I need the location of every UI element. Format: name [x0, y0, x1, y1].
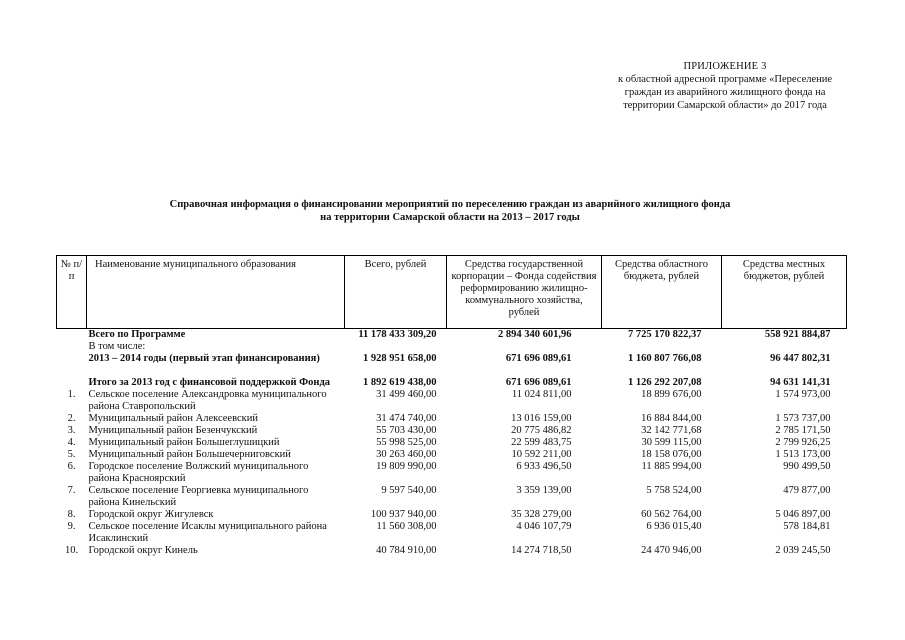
row-total: 31 499 460,00 — [376, 389, 437, 400]
summary-2013-name: Итого за 2013 год с финансовой поддержкой Фонда — [88, 377, 330, 388]
row-local: 578 184,81 — [783, 521, 831, 532]
row-fund: 35 328 279,00 — [511, 509, 572, 520]
summary-total-fund: 2 894 340 601,96 — [498, 329, 572, 340]
including-row — [57, 341, 847, 353]
row-name: Муниципальный район Большечерниговский — [88, 449, 291, 460]
row-name: Муниципальный район Большеглушицкий — [88, 437, 280, 448]
row-local: 1 513 173,00 — [775, 449, 831, 460]
row-local: 2 785 171,50 — [775, 425, 831, 436]
summary-stage1-regional: 1 160 807 766,08 — [628, 353, 702, 364]
row-fund: 10 592 211,00 — [511, 449, 572, 460]
row-num: 5. — [67, 449, 76, 460]
row-num: 8. — [67, 509, 76, 520]
table-row — [57, 545, 847, 557]
appendix-line-1: к областной адресной программе «Переселение — [617, 74, 833, 85]
summary-row-2013 — [57, 377, 847, 389]
table-row — [57, 389, 847, 413]
row-regional: 24 470 946,00 — [641, 545, 702, 556]
row-regional: 6 936 015,40 — [646, 521, 702, 532]
table-row — [57, 509, 847, 521]
summary-2013-regional: 1 126 292 207,08 — [628, 377, 702, 388]
row-local: 990 499,50 — [783, 461, 831, 472]
table-row — [57, 485, 847, 509]
row-total: 55 703 430,00 — [376, 425, 437, 436]
row-fund: 11 024 811,00 — [511, 389, 572, 400]
table-row — [57, 461, 847, 485]
spacer-row — [57, 365, 847, 377]
table-row — [57, 521, 847, 545]
table-header-row — [57, 256, 847, 329]
document-title-line-1: Справочная информация о финансировании мероприятий по переселению граждан из аварийного жилищного фонда — [169, 199, 731, 210]
row-total: 30 263 460,00 — [376, 449, 437, 460]
row-num: 3. — [67, 425, 76, 436]
row-local: 1 573 737,00 — [775, 413, 831, 424]
row-regional: 60 562 764,00 — [641, 509, 702, 520]
row-fund: 22 599 483,75 — [511, 437, 572, 448]
document-title — [130, 198, 770, 224]
appendix-line-2: граждан из аварийного жилищного фонда на — [624, 87, 826, 98]
summary-2013-local: 94 631 141,31 — [770, 377, 831, 388]
header-regional: Средства областного бюджета, рублей — [602, 256, 722, 329]
document-title-line-2: на территории Самарской области на 2013 – 2017 годы — [320, 212, 580, 223]
row-regional: 30 599 115,00 — [641, 437, 702, 448]
row-regional: 18 899 676,00 — [641, 389, 702, 400]
row-name: Муниципальный район Безенчукский — [88, 425, 258, 436]
financing-table — [56, 255, 847, 557]
row-total: 31 474 740,00 — [376, 413, 437, 424]
row-total: 55 998 525,00 — [376, 437, 437, 448]
row-fund: 6 933 496,50 — [516, 461, 572, 472]
row-local: 2 799 926,25 — [775, 437, 831, 448]
row-fund: 20 775 486,82 — [511, 425, 572, 436]
header-total: Всего, рублей — [345, 256, 447, 329]
header-local: Средства местных бюджетов, рублей — [722, 256, 847, 329]
summary-total-regional: 7 725 170 822,37 — [628, 329, 702, 340]
row-regional: 32 142 771,68 — [641, 425, 702, 436]
row-name: Городское поселение Волжский муниципального района Красноярский — [88, 461, 309, 484]
row-regional: 18 158 076,00 — [641, 449, 702, 460]
row-total: 9 597 540,00 — [381, 485, 437, 496]
summary-stage1-total: 1 928 951 658,00 — [363, 353, 437, 364]
header-num: № п/п — [57, 256, 87, 329]
row-num: 6. — [67, 461, 76, 472]
row-num: 7. — [67, 485, 76, 496]
row-fund: 13 016 159,00 — [511, 413, 572, 424]
summary-total-local: 558 921 884,87 — [764, 329, 831, 340]
table-row — [57, 413, 847, 425]
row-regional: 11 885 994,00 — [641, 461, 702, 472]
summary-stage1-name: 2013 – 2014 годы (первый этап финансирования) — [88, 353, 320, 364]
row-num: 9. — [67, 521, 76, 532]
row-fund: 14 274 718,50 — [511, 545, 572, 556]
header-fund: Средства государственной корпорации – Фонда содействия реформированию жилищно-коммунального хозяйства, рублей — [447, 256, 602, 329]
row-local: 5 046 897,00 — [775, 509, 831, 520]
summary-row-stage1 — [57, 353, 847, 365]
table-row — [57, 425, 847, 437]
row-name: Муниципальный район Алексеевский — [88, 413, 258, 424]
row-total: 11 560 308,00 — [376, 521, 437, 532]
appendix-line-3: территории Самарской области» до 2017 года — [623, 100, 827, 111]
appendix-header — [590, 60, 860, 112]
row-num: 4. — [67, 437, 76, 448]
row-total: 40 784 910,00 — [376, 545, 437, 556]
row-total: 19 809 990,00 — [376, 461, 437, 472]
summary-total-total: 11 178 433 309,20 — [358, 329, 437, 340]
row-total: 100 937 940,00 — [370, 509, 437, 520]
table-row — [57, 437, 847, 449]
row-name: Сельское поселение Георгиевка муниципального района Кинельский — [88, 485, 309, 508]
summary-stage1-local: 96 447 802,31 — [770, 353, 831, 364]
row-num: 10. — [64, 545, 79, 556]
row-regional: 5 758 524,00 — [646, 485, 702, 496]
summary-2013-fund: 671 696 089,61 — [505, 377, 572, 388]
row-name: Городской округ Жигулевск — [88, 509, 214, 520]
summary-total-name: Всего по Программе — [88, 329, 186, 340]
row-name: Городской округ Кинель — [88, 545, 198, 556]
row-local: 2 039 245,50 — [775, 545, 831, 556]
row-name: Сельское поселение Александровка муниципального района Ставропольский — [88, 389, 327, 412]
appendix-title: ПРИЛОЖЕНИЕ 3 — [683, 61, 767, 72]
row-local: 1 574 973,00 — [775, 389, 831, 400]
row-name: Сельское поселение Исаклы муниципального района Исаклинский — [88, 521, 327, 544]
summary-row-total — [57, 329, 847, 342]
row-fund: 3 359 139,00 — [516, 485, 572, 496]
row-local: 479 877,00 — [783, 485, 831, 496]
row-num: 1. — [67, 389, 76, 400]
summary-stage1-fund: 671 696 089,61 — [505, 353, 572, 364]
including-label: В том числе: — [88, 341, 146, 352]
row-num: 2. — [67, 413, 76, 424]
header-name: Наименование муниципального образования — [87, 256, 345, 329]
summary-2013-total: 1 892 619 438,00 — [363, 377, 437, 388]
row-fund: 4 046 107,79 — [516, 521, 572, 532]
row-regional: 16 884 844,00 — [641, 413, 702, 424]
table-row — [57, 449, 847, 461]
